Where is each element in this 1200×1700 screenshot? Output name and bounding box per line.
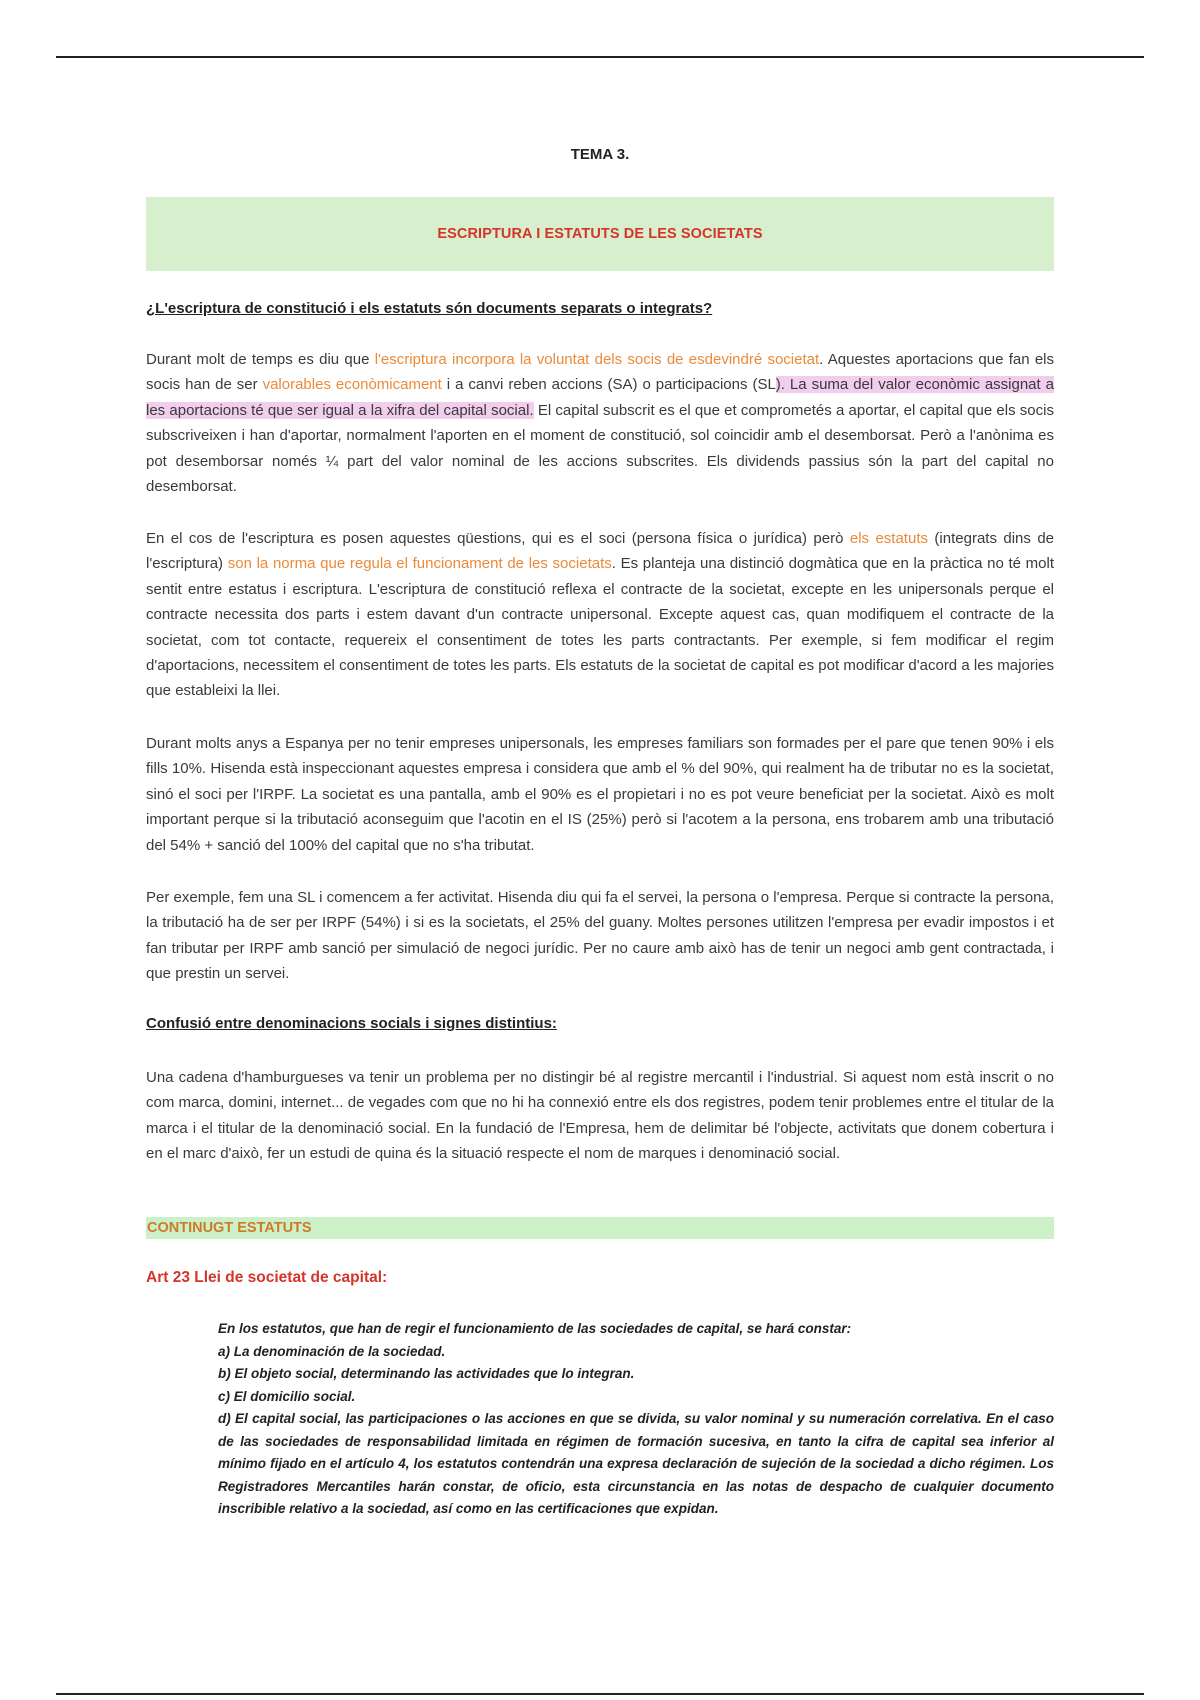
tema-label: TEMA 3. xyxy=(570,146,630,163)
quote-item-b: b) El objeto social, determinando las actividades que lo integran. xyxy=(218,1366,635,1381)
text-run: i a canvi reben accions (SA) o participacions (SL xyxy=(441,376,776,394)
section-bar-estatuts xyxy=(146,1217,1054,1239)
article-title: Art 23 Llei de societat de capital: xyxy=(146,1269,388,1286)
quote-item-d: d) El capital social, las participaciones o las acciones en que se divida, su valor nominal y su numeración correlativa. En el caso de las sociedades de responsabilidad limitada en régimen de formación sucesiva, en tanto la cifra de capital sea inferior al mínimo fijado en el artículo 4, los estatutos contendrán una expresa declaración de sujeción de la sociedad a dicho régimen. Los Registradores Mercantiles harán constar, de oficio, esta circunstancia en las notas de despacho de cualquier documento inscribible relativo a la sociedad, así como en las certificaciones que expidan. xyxy=(218,1411,1054,1516)
paragraph-empreses-familiars: Durant molts anys a Espanya per no tenir empreses unipersonals, les empreses familiars son formades per el pare que tenen 90% i els fills 10%. Hisenda està inspeccionant aquestes empresa i considera que amb el % del 90%, qui realment ha de tributar no es la societat, sinó el soci per l'IRPF. La societat es una pantalla, amb el 90% es el propietari i no es pot veure beneficiat per la societat. Això es molt important perque si la tributació aconseguim que l'acotin en el IS (25%) però si l'acotem a la persona, ens trobarem amb una tributació del 54% + sanció del 100% del capital que no s'ha tributat. xyxy=(146,735,1054,854)
text-run: El capital subscrit es el que et comprometés a aportar, el capital que els socis subscriveixen i han d'aportar, normalment l'aporten en el moment de constitució, sol coincidir amb el desemborsat. Però a l'anònima es pot desemborsar només ¼ part del valor nominal de les accions subscrites. Els dividends passius són la part del capital no desemborsat. xyxy=(146,401,1054,496)
text-run: En el cos de l'escriptura es posen aquestes qüestions, qui es el soci (persona física o jurídica) però xyxy=(146,530,850,547)
text-run: Durant molt de temps es diu que xyxy=(146,351,375,368)
text-run: (integrats dins de l'escriptura) xyxy=(146,530,1055,573)
paragraph-hamburgueses: Una cadena d'hamburgueses va tenir un problema per no distingir bé al registre mercantil i l'industrial. Si aquest nom està inscrit o no com marca, domini, internet... de vegades com que no hi ha connexió entre els dos registres, podem tenir problemes entre el titular de la marca i el titular de la denominació social. En la fundació de l'Empresa, hem de delimitar bé l'objecte, activitats que donem cobertura i en el marc d'això, fer un estudi de quina és la situació respecte el nom de marques i denominació social. xyxy=(146,1069,1054,1163)
quote-intro: En los estatutos, que han de regir el funcionamiento de las sociedades de capital, se hará constar: xyxy=(218,1321,852,1336)
highlight-orange-text: valorables econòmicament xyxy=(262,376,442,394)
text-run: . Es planteja una distinció dogmàtica que en la pràctica no té molt sentit entre estatus i escriptura. L'escriptura de constitució reflexa el contracte de la societat, excepte en les unipersonals perque el contracte necessita dos parts i estem davant d'un contracte unipersonal. Excepte aquest cas, quan modifiquem el contracte de la societat, com tot contacte, requereix el consentiment de totes les parts contractants. Per exemple, si fem modificar el regim d'aportacions, necessitem el consentiment de totes les parts. Els estatuts de la societat de capital es pot modificar d'acord a les majories que estableixi la llei. xyxy=(146,555,1054,700)
highlight-orange-text: son la norma que regula el funcionament de les societats xyxy=(227,555,612,573)
top-rule xyxy=(56,56,1144,58)
highlight-orange-text: l'escriptura incorpora la voluntat dels socis de esdevindré societat xyxy=(374,351,820,368)
highlight-pink-text: ). La suma del valor econòmic assignat a les aportacions té que ser igual a la xifra del capital social. xyxy=(146,376,1054,419)
highlight-orange-text: els estatuts xyxy=(849,530,928,547)
section-bar-title: CONTINUGT ESTATUTS xyxy=(147,1220,312,1236)
title-banner xyxy=(146,197,1054,271)
bottom-rule xyxy=(56,1693,1144,1695)
quote-item-a: a) La denominación de la sociedad. xyxy=(218,1343,446,1359)
document-title: ESCRIPTURA I ESTATUTS DE LES SOCIETATS xyxy=(437,226,763,242)
section-heading-escriptura: ¿L'escriptura de constitució i els estatuts són documents separats o integrats? xyxy=(146,300,713,317)
paragraph-exemple-sl: Per exemple, fem una SL i comencem a fer activitat. Hisenda diu qui fa el servei, la persona o l'empresa. Perque si contracte la persona, la tributació ha de ser per IRPF (54%) i si es la societats, el 25% del guany. Moltes persones utilitzen l'empresa per evadir impostos i et fan tributar per IRPF amb sanció per simulació de negoci jurídic. Per no caure amb això has de tenir un negoci amb gent contractada, i que prestin un servei. xyxy=(146,889,1054,983)
paragraph-aportacions xyxy=(146,347,1054,499)
quote-item-c: c) El domicilio social. xyxy=(218,1388,356,1404)
section-heading-denominacions: Confusió entre denominacions socials i signes distintius: xyxy=(146,1015,557,1032)
text-run: . Aquestes aportacions que fan els socis han de ser xyxy=(146,351,1055,394)
article-quote xyxy=(218,1318,1054,1521)
paragraph-estatuts xyxy=(146,526,1054,704)
